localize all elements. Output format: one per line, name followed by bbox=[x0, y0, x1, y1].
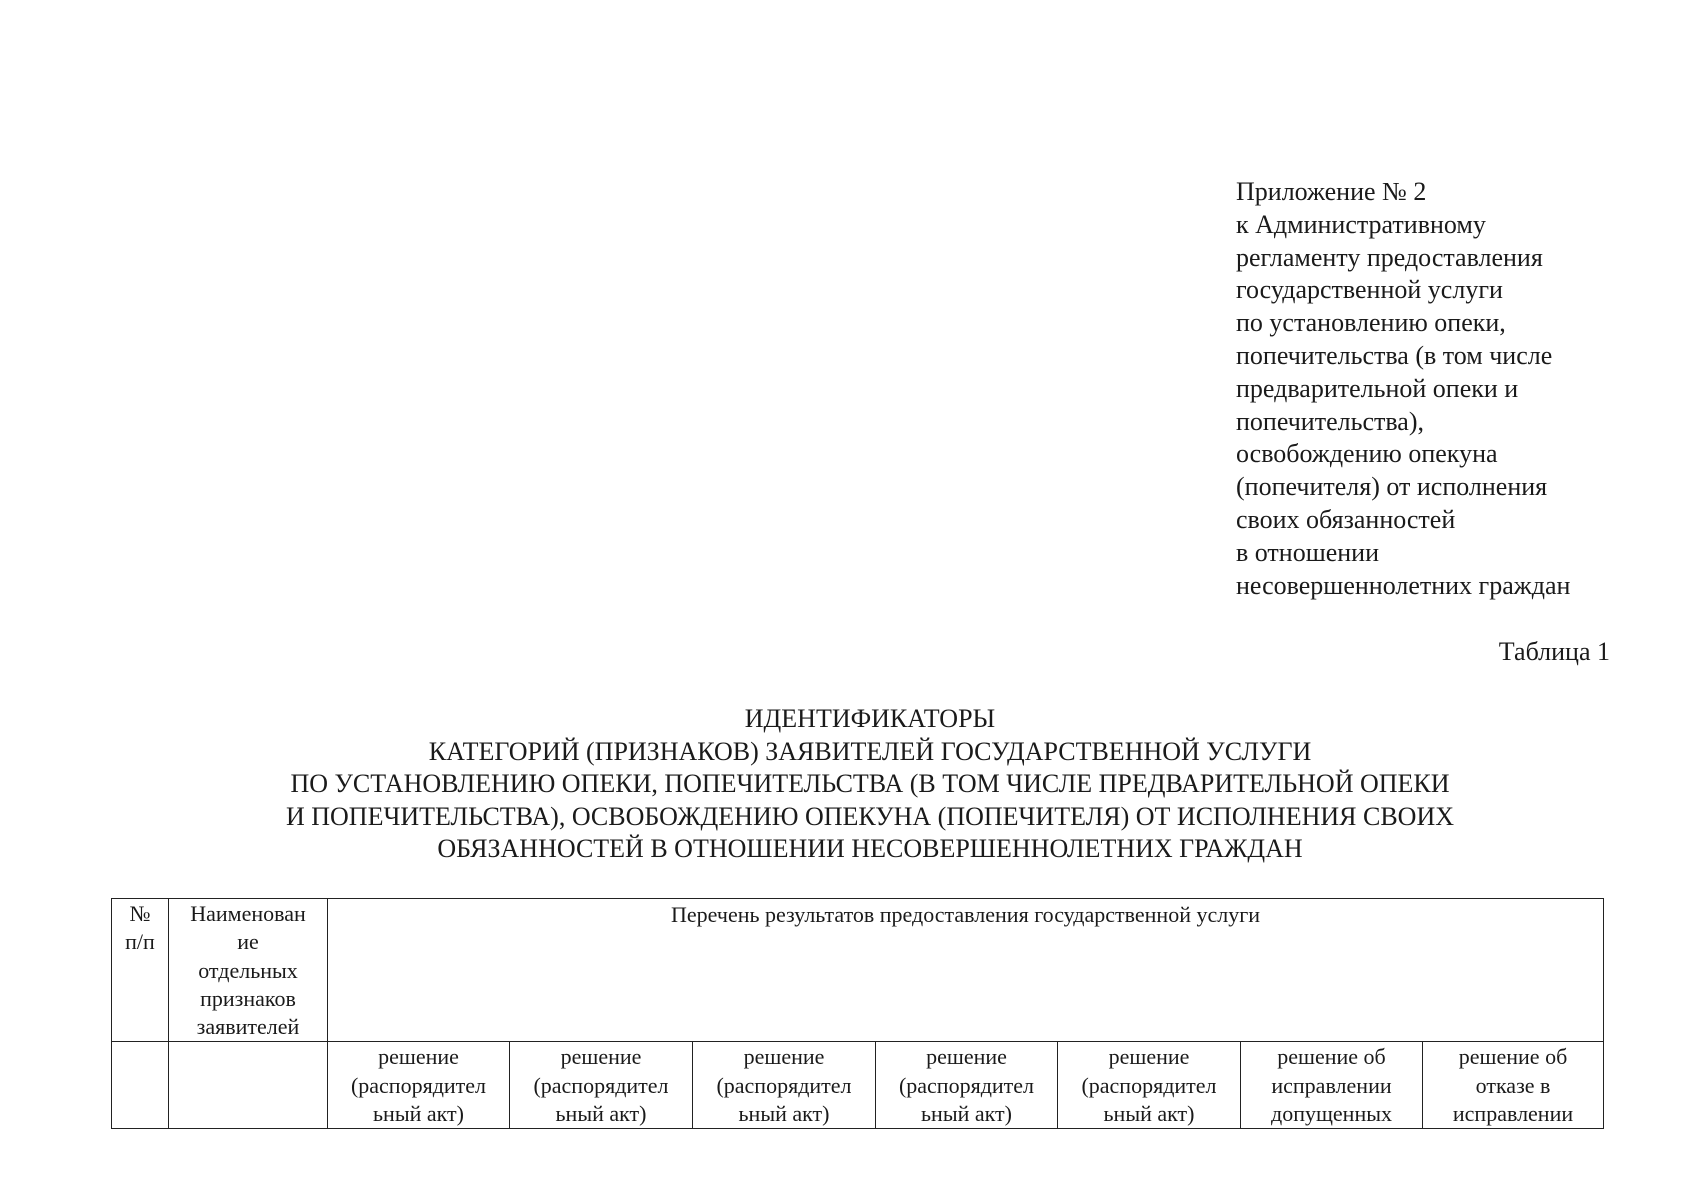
table-header-row bbox=[112, 899, 1604, 1042]
header-text: решение об bbox=[1277, 1044, 1386, 1070]
title-line: ИДЕНТИФИКАТОРЫ bbox=[744, 704, 996, 733]
appendix-line: регламенту предоставления bbox=[1236, 242, 1543, 272]
name-header-cell bbox=[169, 899, 328, 1042]
appendix-block bbox=[1236, 176, 1570, 602]
header-text: отдельных bbox=[198, 957, 298, 983]
header-text: ьный акт) bbox=[1103, 1101, 1195, 1127]
title-line: ПО УСТАНОВЛЕНИЮ ОПЕКИ, ПОПЕЧИТЕЛЬСТВА (В ТОМ ЧИСЛЕ ПРЕДВАРИТЕЛЬНОЙ ОПЕКИ bbox=[290, 769, 1450, 799]
empty-cell bbox=[112, 1042, 169, 1129]
title-line: И ПОПЕЧИТЕЛЬСТВА), ОСВОБОЖДЕНИЮ ОПЕКУНА (ПОПЕЧИТЕЛЯ) ОТ ИСПОЛНЕНИЯ СВОИХ bbox=[285, 801, 1455, 831]
appendix-line: государственной услуги bbox=[1236, 275, 1503, 305]
appendix-line: Приложение № 2 bbox=[1236, 177, 1427, 206]
result-column-header bbox=[876, 1042, 1058, 1129]
document-title bbox=[150, 703, 1590, 866]
appendix-line: по установлению опеки, bbox=[1236, 308, 1506, 338]
header-text: ьный акт) bbox=[921, 1101, 1012, 1127]
header-text: (распорядител bbox=[898, 1072, 1035, 1098]
result-column-header bbox=[693, 1042, 876, 1129]
results-header-cell bbox=[328, 899, 1604, 1042]
header-text: (распорядител bbox=[533, 1072, 669, 1098]
header-text: исправлении bbox=[1271, 1072, 1392, 1098]
header-text: решение bbox=[378, 1044, 459, 1070]
appendix-line: освобождению опекуна bbox=[1236, 439, 1498, 469]
header-text: ие bbox=[237, 929, 259, 955]
table-label: Таблица 1 bbox=[1498, 637, 1610, 666]
header-text: решение об bbox=[1458, 1044, 1568, 1070]
number-header-cell bbox=[112, 899, 169, 1042]
appendix-line: к Административному bbox=[1236, 209, 1486, 239]
appendix-line: в отношении bbox=[1236, 537, 1380, 567]
header-text: п/п bbox=[125, 929, 155, 955]
header-text: ьный акт) bbox=[373, 1101, 464, 1127]
result-column-header bbox=[510, 1042, 693, 1129]
result-column-header bbox=[1241, 1042, 1423, 1129]
results-header-text: Перечень результатов предоставления государственной услуги bbox=[671, 902, 1261, 927]
header-text: ьный акт) bbox=[738, 1101, 830, 1127]
header-text: Наименован bbox=[190, 901, 306, 926]
header-text: решение bbox=[1108, 1044, 1190, 1070]
identifiers-table bbox=[111, 898, 1604, 1129]
appendix-line: попечительства), bbox=[1236, 406, 1424, 436]
appendix-line: (попечителя) от исполнения bbox=[1236, 472, 1548, 502]
result-column-header bbox=[1058, 1042, 1241, 1129]
header-text: (распорядител bbox=[716, 1072, 852, 1098]
header-text: решение bbox=[743, 1044, 825, 1070]
appendix-line: своих обязанностей bbox=[1236, 504, 1456, 534]
header-text: (распорядител bbox=[1081, 1072, 1217, 1098]
header-text: ьный акт) bbox=[555, 1101, 647, 1127]
header-text: (распорядител bbox=[350, 1072, 487, 1098]
title-line: КАТЕГОРИЙ (ПРИЗНАКОВ) ЗАЯВИТЕЛЕЙ ГОСУДАРСТВЕННОЙ УСЛУГИ bbox=[428, 736, 1312, 766]
header-text: признаков bbox=[200, 985, 296, 1011]
header-text: допущенных bbox=[1271, 1101, 1392, 1127]
appendix-line: несовершеннолетних граждан bbox=[1236, 570, 1571, 600]
table-subheader-row bbox=[112, 1042, 1604, 1129]
result-column-header bbox=[1423, 1042, 1604, 1129]
header-text: исправлении bbox=[1452, 1101, 1574, 1127]
empty-cell bbox=[169, 1042, 328, 1129]
header-text: отказе в bbox=[1475, 1072, 1551, 1098]
header-text: решение bbox=[560, 1044, 642, 1070]
header-text: заявителей bbox=[196, 1014, 300, 1040]
header-text: решение bbox=[926, 1044, 1007, 1070]
appendix-line: предварительной опеки и bbox=[1236, 373, 1519, 403]
appendix-line: попечительства (в том числе bbox=[1236, 340, 1553, 370]
title-line: ОБЯЗАННОСТЕЙ В ОТНОШЕНИИ НЕСОВЕРШЕННОЛЕТНИХ ГРАЖДАН bbox=[437, 834, 1303, 864]
header-text: № bbox=[129, 901, 151, 926]
result-column-header bbox=[328, 1042, 510, 1129]
